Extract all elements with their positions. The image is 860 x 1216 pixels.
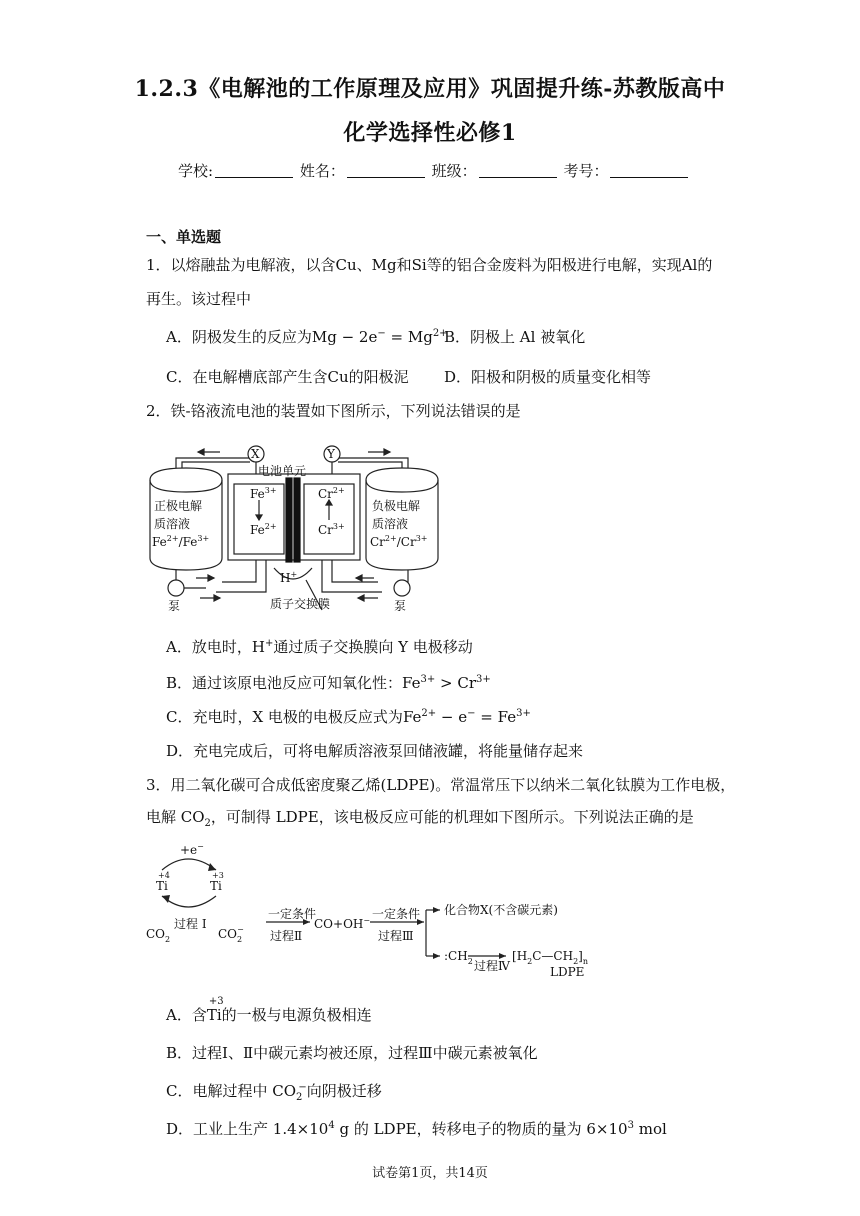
name-label: 姓名： xyxy=(299,162,345,180)
section-heading: 一、单选题 xyxy=(146,228,222,246)
pump-left-label: 泵 xyxy=(168,599,181,613)
y-electrode-label: Y xyxy=(327,447,335,461)
q1-option-b[interactable]: B．阴极上 Al 被氧化 xyxy=(444,328,586,346)
condition2-label: 一定条件 xyxy=(372,907,421,921)
flow-battery-svg xyxy=(146,440,446,620)
q3-stem-line2: 电解 $CO_2$，可制得 LDPE，该电极反应可能的机理如下图所示。下列说法正确的是 xyxy=(146,808,694,829)
school-label: 学校: xyxy=(178,162,214,180)
class-blank[interactable] xyxy=(479,163,557,178)
right-tank-line3: $Cr^{2+}/Cr^{3+}$ xyxy=(370,534,428,549)
process4-label: 过程Ⅳ xyxy=(474,959,510,973)
school-blank[interactable] xyxy=(215,163,293,178)
exam-number-label: 考号： xyxy=(563,162,609,180)
right-tank-line2: 质溶液 xyxy=(372,517,409,531)
fe3-label: $Fe^{3+}$ xyxy=(250,486,277,501)
q1-option-a[interactable]: A．阴极发生的反应为$Mg - 2e^- = Mg^{2+}$ xyxy=(166,328,448,346)
right-tank-line1: 负极电解 xyxy=(372,499,421,513)
page-footer: 试卷第1页，共14页 xyxy=(372,1166,488,1181)
name-blank[interactable] xyxy=(347,163,425,178)
polymer-label: $[H_2C—CH_2]_n$ xyxy=(512,949,589,966)
q1-option-c[interactable]: C．在电解槽底部产生含Cu的阳极泥 xyxy=(166,368,409,386)
q1-stem-line2: 再生。该过程中 xyxy=(146,290,252,308)
q3-option-c[interactable]: C．电解过程中 $CO_2^-$向阴极迁移 xyxy=(166,1082,382,1103)
ti-right-label: Ti xyxy=(210,879,222,893)
fe2-label: $Fe^{2+}$ xyxy=(250,522,277,537)
condition1-label: 一定条件 xyxy=(268,907,317,921)
info-fields xyxy=(178,160,690,181)
page-title: 1.2.3《电解池的工作原理及应用》巩固提升练-苏教版高中 xyxy=(134,76,726,102)
plus-electron-label: +e− xyxy=(180,842,204,857)
q2-option-a[interactable]: A．放电时，H+通过质子交换膜向 Y 电极移动 xyxy=(166,638,473,656)
q3-option-d[interactable]: D．工业上生产 $1.4\times 10^4$ g 的 LDPE，转移电子的物质的量为 $6\times 10^3$ mol xyxy=(166,1120,667,1138)
q1-stem-line1: 1．以熔融盐为电解液，以含Cu、Mg和Si等的铝合金废料为阳极进行电解，实现Al的 xyxy=(146,256,713,274)
membrane-label: 质子交换膜 xyxy=(270,597,331,611)
flow-battery-diagram xyxy=(146,440,446,620)
q2-option-b[interactable]: B．通过该原电池反应可知氧化性：$Fe^{3+} > Cr^{3+}$ xyxy=(166,674,491,692)
q2-option-c[interactable]: C．充电时，X 电极的电极反应式为$Fe^{2+} - e^- = Fe^{3+}$ xyxy=(166,708,531,726)
ldpe-mechanism-svg xyxy=(140,840,640,980)
co-oh-label: CO+OH− xyxy=(314,916,371,931)
class-label: 班级： xyxy=(431,162,477,180)
q2-option-d[interactable]: D．充电完成后，可将电解质溶液泵回储液罐，将能量储存起来 xyxy=(166,742,584,760)
left-tank-line3: $Fe^{2+}/Fe^{3+}$ xyxy=(152,534,210,549)
q2-stem: 2．铁-铬液流电池的装置如下图所示，下列说法错误的是 xyxy=(146,402,521,420)
left-tank-line2: 质溶液 xyxy=(154,517,191,531)
x-electrode-label: X xyxy=(251,447,260,461)
proton-label: H+ xyxy=(280,570,298,585)
process2-label: 过程Ⅱ xyxy=(270,929,303,943)
ldpe-mechanism-diagram xyxy=(140,840,640,980)
co2-label: $CO_2$ xyxy=(146,927,171,944)
q1-option-d[interactable]: D．阳极和阴极的质量变化相等 xyxy=(444,368,652,386)
left-tank-line1: 正极电解 xyxy=(154,499,203,513)
pump-right-label: 泵 xyxy=(394,599,407,613)
cell-unit-label: 电池单元 xyxy=(258,464,307,478)
cr2-label: $Cr^{2+}$ xyxy=(318,486,345,501)
co2-radical-anion-label: $CO_2-$ xyxy=(218,925,244,944)
ti-plus4-ox: +4 xyxy=(158,871,170,880)
q3-option-b[interactable]: B．过程Ⅰ、Ⅱ中碳元素均被还原，过程Ⅲ中碳元素被氧化 xyxy=(166,1044,538,1062)
ti-plus3-ox: +3 xyxy=(212,871,224,880)
q3-option-a[interactable]: A．含Ti +3 的一极与电源负极相连 xyxy=(166,996,372,1024)
process3-label: 过程Ⅲ xyxy=(378,929,414,943)
ti-left-label: Ti xyxy=(156,879,168,893)
process1-label: 过程 Ⅰ xyxy=(174,917,207,931)
page-subtitle: 化学选择性必修1 xyxy=(343,120,517,146)
ldpe-label: LDPE xyxy=(550,965,585,979)
q3-stem-line1: 3．用二氧化碳可合成低密度聚乙烯(LDPE)。常温常压下以纳米二氧化钛膜为工作电极， xyxy=(146,776,736,794)
exam-number-blank[interactable] xyxy=(610,163,688,178)
cr3-label: $Cr^{3+}$ xyxy=(318,522,345,537)
carbene-label: $:CH_2$ xyxy=(444,949,473,966)
compound-x-label: 化合物X(不含碳元素) xyxy=(444,903,558,917)
